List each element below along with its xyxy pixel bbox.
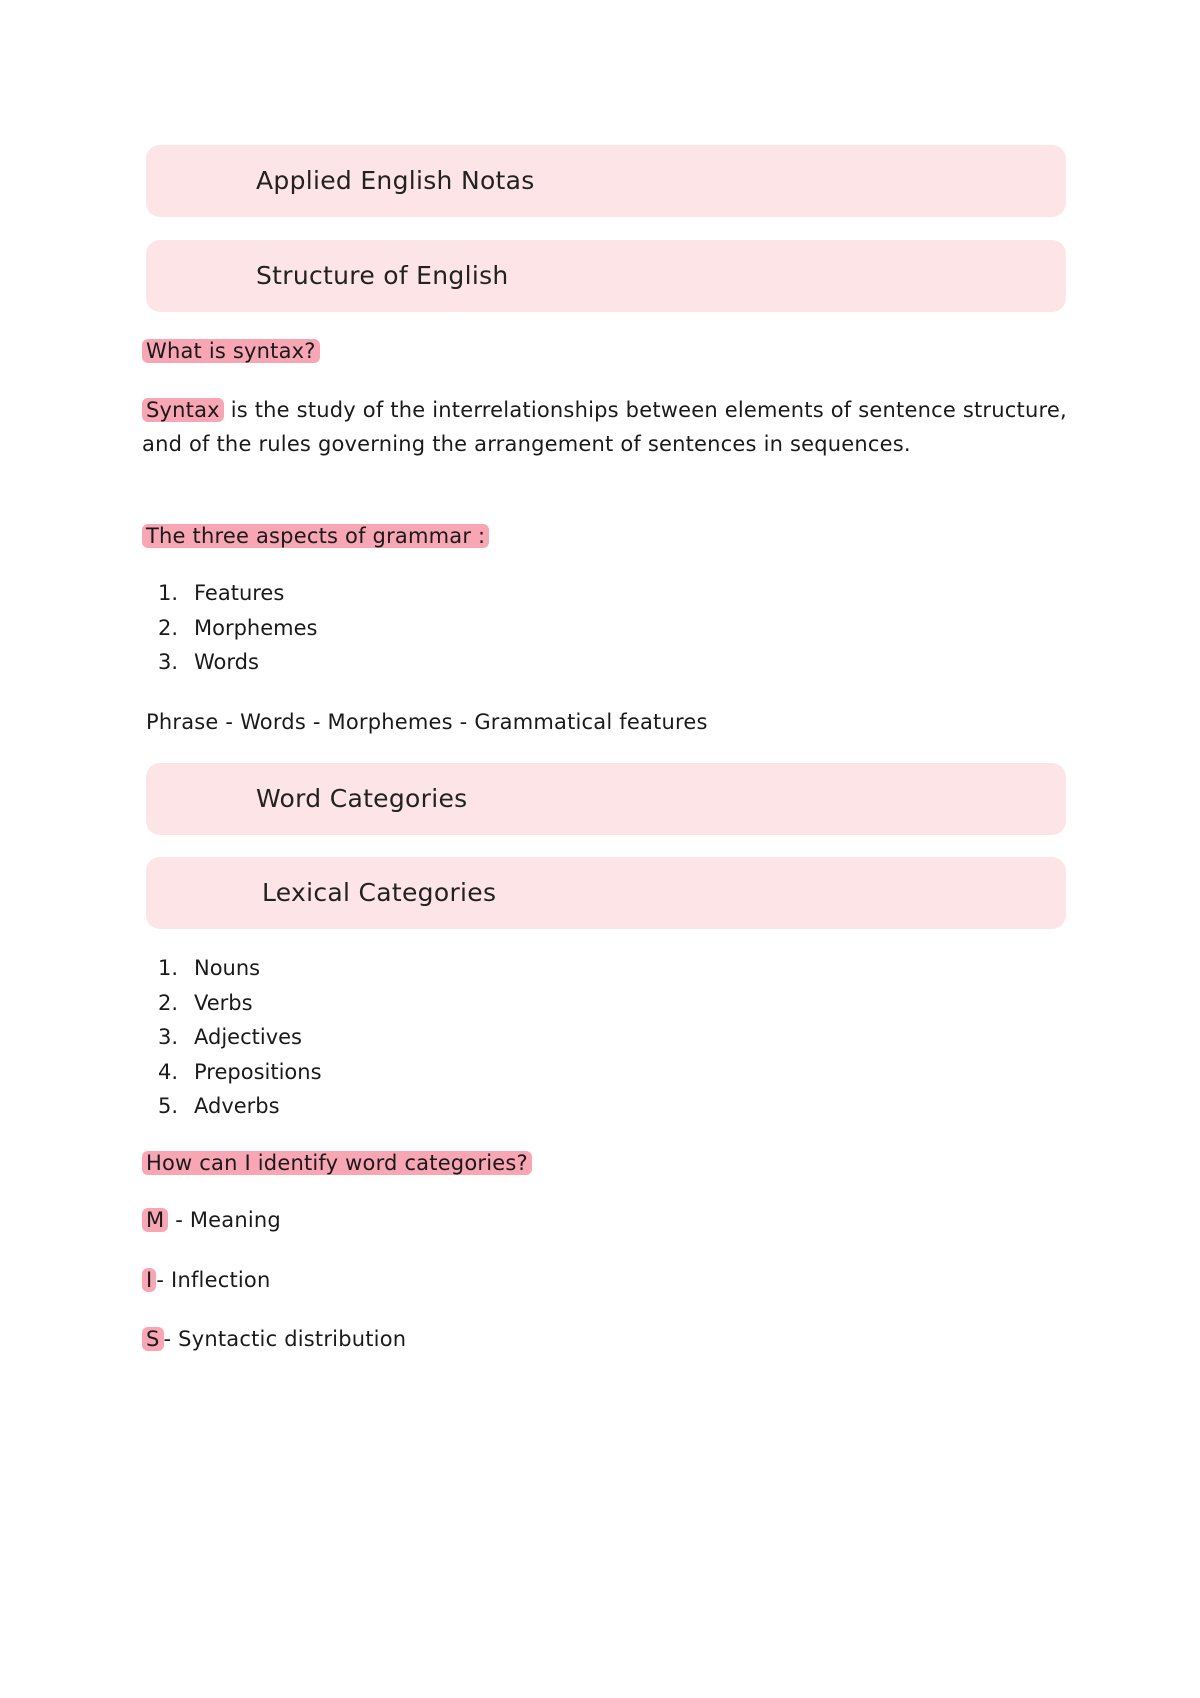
syntax-term-highlight: Syntax: [142, 398, 224, 422]
document-title: Applied English Notas: [256, 166, 535, 195]
mis-letter-s: S: [142, 1327, 164, 1351]
section-title-word-categories: Word Categories: [256, 784, 468, 813]
mis-meaning: M - Meaning: [142, 1203, 281, 1237]
lexical-categories-list: [146, 951, 322, 1124]
identify-question: [142, 1146, 532, 1180]
mis-syntactic: S - Syntactic distribution: [142, 1322, 406, 1356]
section-title-structure: Structure of English: [256, 261, 509, 290]
list-item: 3. Words: [158, 650, 259, 674]
list-item: 2. Morphemes: [158, 615, 318, 640]
mis-letter-m: M: [142, 1208, 168, 1232]
syntax-definition: [142, 393, 1072, 461]
syntax-definition-text: is the study of the interrelationships between elements of sentence structure, and of the rules governing the arrangement of sentences in sequences.: [142, 398, 1067, 456]
section-title-lexical-categories: Lexical Categories: [262, 878, 497, 907]
list-item: 4. Prepositions: [158, 1059, 322, 1084]
grammar-hierarchy: Phrase - Words - Morphemes - Grammatical features: [146, 710, 708, 734]
section-banner-word-categories: [146, 763, 1066, 835]
list-item: 1. Nouns: [158, 956, 261, 980]
list-item: 1. Features: [158, 581, 285, 605]
section-banner-structure: [146, 240, 1066, 312]
grammar-aspects-list: [146, 576, 317, 680]
syntax-question: [142, 334, 320, 368]
list-item: 5. Adverbs: [158, 1094, 280, 1118]
grammar-heading-highlight: The three aspects of grammar :: [142, 524, 489, 548]
list-item: 2. Verbs: [158, 990, 253, 1015]
list-item: 3. Adjectives: [158, 1025, 302, 1049]
title-banner: [146, 145, 1066, 217]
mis-letter-i: I: [142, 1268, 156, 1292]
grammar-heading: [142, 519, 489, 553]
mis-inflection: I - Inflection: [142, 1263, 270, 1297]
identify-question-highlight: How can I identify word categories?: [142, 1151, 532, 1175]
section-banner-lexical-categories: [146, 857, 1066, 929]
syntax-question-highlight: What is syntax?: [142, 339, 320, 363]
